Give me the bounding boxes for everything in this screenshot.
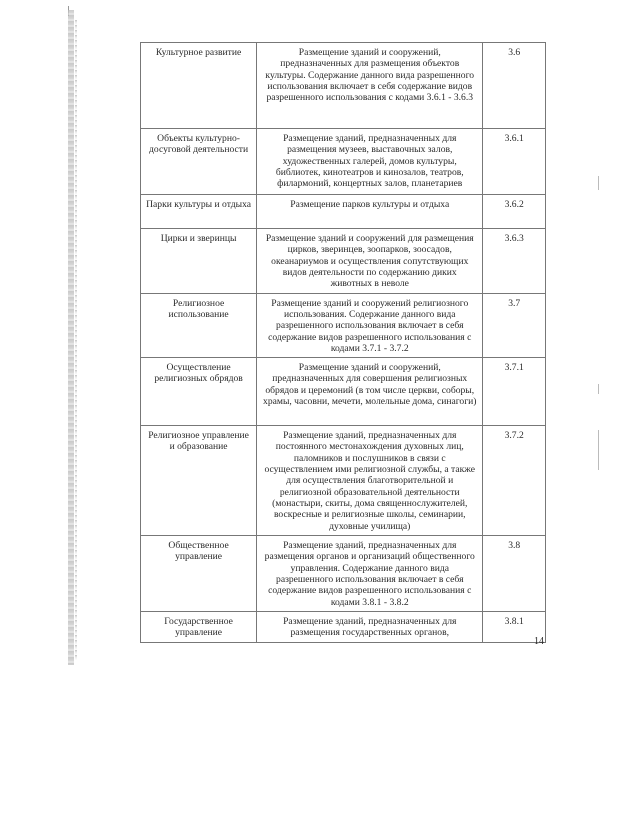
scan-artifact [598, 384, 599, 394]
table-row [141, 229, 546, 294]
table-row [141, 43, 546, 129]
scan-artifact [598, 430, 599, 470]
use-code-cell: 3.6 [483, 43, 546, 129]
use-name-cell: Общественное управление [141, 535, 257, 611]
use-description-cell: Размещение зданий, предназначенных для размещения музеев, выставочных залов, художественных галерей, домов культуры, библиотек, кинотеатров и кинозалов, театров, филармоний, концертных залов, планетариев [257, 129, 483, 195]
table-row [141, 293, 546, 358]
use-name-cell: Объекты культурно-досуговой деятельности [141, 129, 257, 195]
table-row [141, 535, 546, 611]
use-name-cell: Парки культуры и отдыха [141, 195, 257, 229]
use-name-cell: Цирки и зверинцы [141, 229, 257, 294]
page-number: 14 [534, 636, 544, 647]
scan-binding-edge [68, 10, 74, 665]
scan-binding-edge-inner [75, 20, 77, 660]
use-code-cell: 3.6.2 [483, 195, 546, 229]
use-code-cell: 3.8 [483, 535, 546, 611]
use-code-cell: 3.7 [483, 293, 546, 358]
use-code-cell: 3.6.1 [483, 129, 546, 195]
use-description-cell: Размещение зданий и сооружений, предназначенных для размещения объектов культуры. Содержание данного вида разрешенного использования включает в себя содержание видов разрешенного использования с кодами 3.6.1 - 3.6.3 [257, 43, 483, 129]
use-code-cell: 3.7.1 [483, 358, 546, 426]
use-code-cell: 3.8.1 [483, 611, 546, 642]
land-use-table [140, 42, 546, 643]
use-name-cell: Культурное развитие [141, 43, 257, 129]
use-name-cell: Религиозное управление и образование [141, 426, 257, 536]
use-code-cell: 3.7.2 [483, 426, 546, 536]
table-row [141, 358, 546, 426]
table-row [141, 426, 546, 536]
use-name-cell: Религиозное использование [141, 293, 257, 358]
table-row [141, 129, 546, 195]
use-name-cell: Государственное управление [141, 611, 257, 642]
use-description-cell: Размещение парков культуры и отдыха [257, 195, 483, 229]
use-description-cell: Размещение зданий, предназначенных для размещения государственных органов, [257, 611, 483, 642]
use-code-cell: 3.6.3 [483, 229, 546, 294]
use-description-cell: Размещение зданий, предназначенных для размещения органов и организаций общественного управления. Содержание данного вида разрешенного использования включает в себя содержание видов разрешенного использования с кодами 3.8.1 - 3.8.2 [257, 535, 483, 611]
table-row [141, 611, 546, 642]
table-row [141, 195, 546, 229]
scan-artifact [598, 176, 599, 190]
use-description-cell: Размещение зданий и сооружений, предназначенных для совершения религиозных обрядов и церемоний (в том числе церкви, соборы, храмы, часовни, мечети, молельные дома, синагоги) [257, 358, 483, 426]
use-description-cell: Размещение зданий, предназначенных для постоянного местонахождения духовных лиц, паломников и послушников в связи с осуществлением ими религиозной службы, а также для осуществления благотворительной и религиозной образовательной деятельности (монастыри, скиты, дома священнослужителей, воскресные и религиозные школы, семинарии, духовные училища) [257, 426, 483, 536]
use-name-cell: Осуществление религиозных обрядов [141, 358, 257, 426]
use-description-cell: Размещение зданий и сооружений религиозного использования. Содержание данного вида разрешенного использования включает в себя содержание видов разрешенного использования с кодами 3.7.1 - 3.7.2 [257, 293, 483, 358]
use-description-cell: Размещение зданий и сооружений для размещения цирков, зверинцев, зоопарков, зоосадов, океанариумов и осуществления сопутствующих видов деятельности по содержанию диких животных в неволе [257, 229, 483, 294]
